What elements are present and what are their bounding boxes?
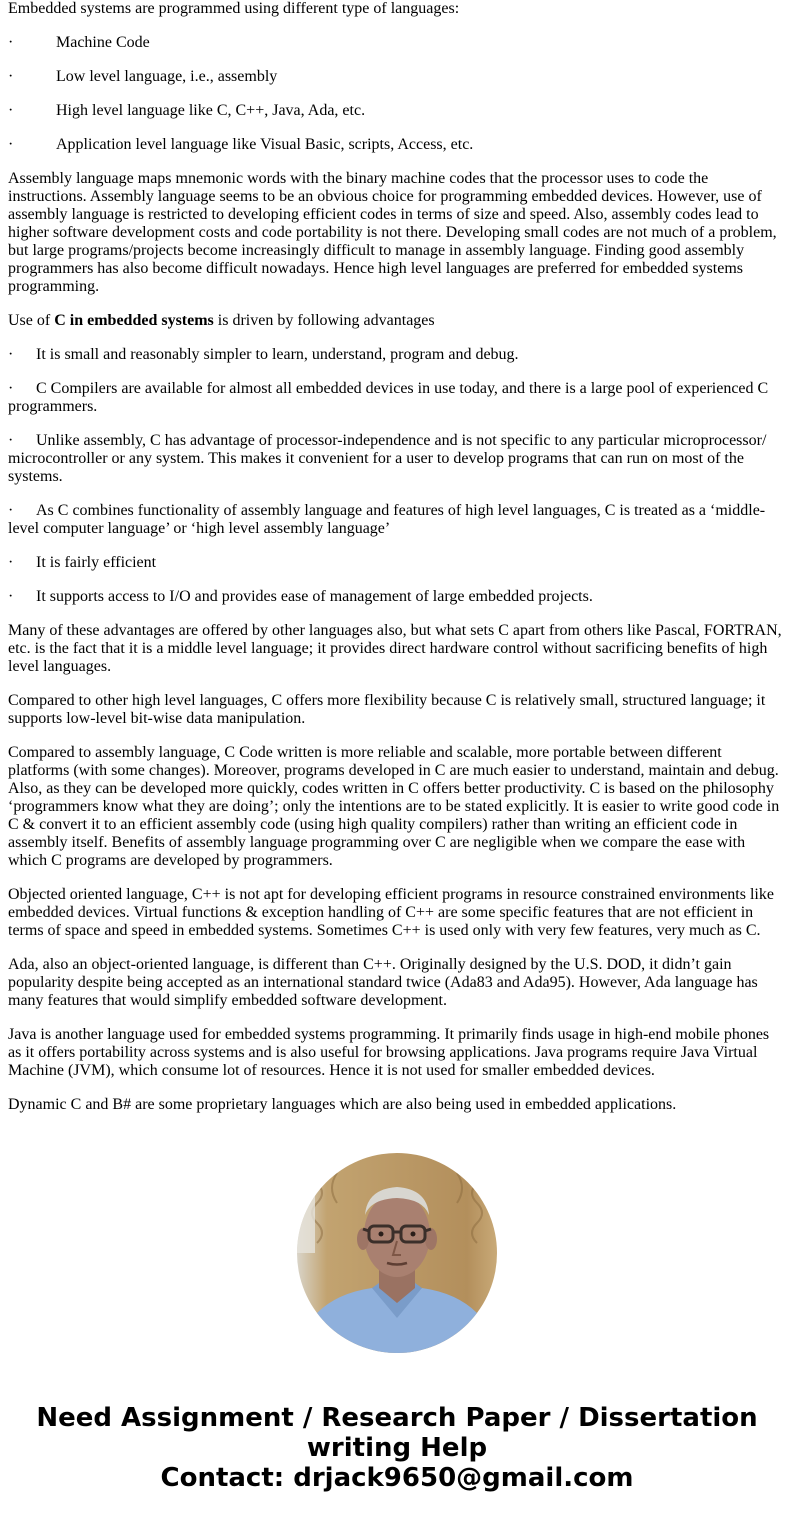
- language-item: [8, 34, 786, 52]
- language-label: Application level language like Visual Basic, scripts, Access, etc.: [56, 136, 474, 153]
- bullet: ·: [8, 432, 14, 449]
- profile-photo: [297, 1153, 497, 1353]
- paragraph: Compared to assembly language, C Code written is more reliable and scalable, more portable between different platforms (with some changes). Moreover, programs developed in C are much easier to understand, maintain and debug. Also, as they can be developed more quickly, codes written in C offers better productivity. C is based on the philosophy ‘programmers know what they are doing’; only the intentions are to be stated explicitly. It is easier to write good code in C & convert it to an efficient assembly code (using high quality compilers) rather than writing an efficient code in assembly itself. Benefits of assembly language programming over C are negligible when we compare the ease with which C programs are developed by programmers.: [8, 744, 780, 869]
- language-item: [8, 102, 786, 120]
- language-label: Low level language, i.e., assembly: [56, 68, 278, 85]
- use-of-c-heading: [8, 312, 786, 330]
- footer-line: writing Help: [306, 1433, 488, 1463]
- use-of-c-prefix: Use of: [8, 312, 55, 329]
- paragraph: Objected oriented language, C++ is not apt for developing efficient programs in resource constrained environments like embedded devices. Virtual functions & exception handling of C++ are some specific features that are not efficient in terms of space and speed in embedded systems. Sometimes C++ is used only with very few features, very much as C.: [8, 886, 774, 939]
- bullet: ·: [8, 380, 14, 397]
- advantage-text: It is small and reasonably simpler to learn, understand, program and debug.: [36, 346, 519, 363]
- intro-text: Embedded systems are programmed using different type of languages:: [8, 0, 460, 17]
- bullet: ·: [8, 34, 14, 51]
- paragraph: Many of these advantages are offered by other languages also, but what sets C apart from others like Pascal, FORTRAN, etc. is the fact that it is a middle level language; it provides direct hardware control without sacrificing benefits of high level languages.: [8, 622, 782, 675]
- advantage-item: [8, 502, 786, 538]
- language-item: [8, 68, 786, 86]
- language-label: Machine Code: [56, 34, 150, 51]
- use-of-c-suffix: is driven by following advantages: [213, 312, 435, 329]
- advantage-item: [8, 346, 786, 364]
- advantage-text: Unlike assembly, C has advantage of processor-independence and is not specific to any particular microprocessor/ microcontroller or any system. This makes it convenient for a user to develop programs that can run on most of the systems.: [8, 432, 767, 485]
- bullet: ·: [8, 554, 14, 571]
- paragraph: Java is another language used for embedded systems programming. It primarily finds usage in high-end mobile phones as it offers portability across systems and is also useful for browsing applications. Java programs require Java Virtual Machine (JVM), which consume lot of resources. Hence it is not used for smaller embedded devices.: [8, 1026, 770, 1079]
- bullet: ·: [8, 502, 14, 519]
- footer-line: Need Assignment / Research Paper / Dissertation: [36, 1403, 758, 1433]
- article: [8, 0, 786, 1130]
- profile-photo-image: [297, 1153, 497, 1353]
- bullet: ·: [8, 588, 14, 605]
- paragraph: Compared to other high level languages, C offers more flexibility because C is relatively small, structured language; it supports low-level bit-wise data manipulation.: [8, 692, 766, 727]
- advantage-text: It is fairly efficient: [36, 554, 157, 571]
- paragraph: Dynamic C and B# are some proprietary languages which are also being used in embedded applications.: [8, 1096, 677, 1113]
- advantage-item: [8, 380, 786, 416]
- bullet: ·: [8, 346, 14, 363]
- advantage-text: C Compilers are available for almost all embedded devices in use today, and there is a large pool of experienced C programmers.: [8, 380, 769, 415]
- bullet: ·: [8, 68, 14, 85]
- footer-banner: [0, 1403, 794, 1493]
- language-item: [8, 136, 786, 154]
- language-label: High level language like C, C++, Java, Ada, etc.: [56, 102, 366, 119]
- paragraph: Ada, also an object-oriented language, is different than C++. Originally designed by the U.S. DOD, it didn’t gain popularity despite being accepted as an international standard twice (Ada83 and Ada95). However, Ada language has many features that would simplify embedded software development.: [8, 956, 758, 1009]
- bullet: ·: [8, 102, 14, 119]
- bullet: ·: [8, 136, 14, 153]
- advantage-item: [8, 588, 786, 606]
- advantage-text: It supports access to I/O and provides ease of management of large embedded projects.: [36, 588, 593, 605]
- advantage-item: [8, 554, 786, 572]
- use-of-c-bold: C in embedded systems: [54, 312, 214, 329]
- advantage-text: As C combines functionality of assembly language and features of high level languages, C is treated as a ‘middle-level computer language’ or ‘high level assembly language’: [8, 502, 766, 537]
- assembly-paragraph: Assembly language maps mnemonic words with the binary machine codes that the processor uses to code the instructions. Assembly language seems to be an obvious choice for programming embedded devices. However, use of assembly language is restricted to developing efficient codes in terms of size and speed. Also, assembly codes lead to higher software development costs and code portability is not there. Developing small codes are not much of a problem, but large programs/projects become increasingly difficult to manage in assembly language. Finding good assembly programmers has also become difficult nowadays. Hence high level languages are preferred for embedded systems programming.: [8, 170, 777, 295]
- advantage-item: [8, 432, 786, 486]
- footer-contact: Contact: drjack9650@gmail.com: [160, 1463, 634, 1493]
